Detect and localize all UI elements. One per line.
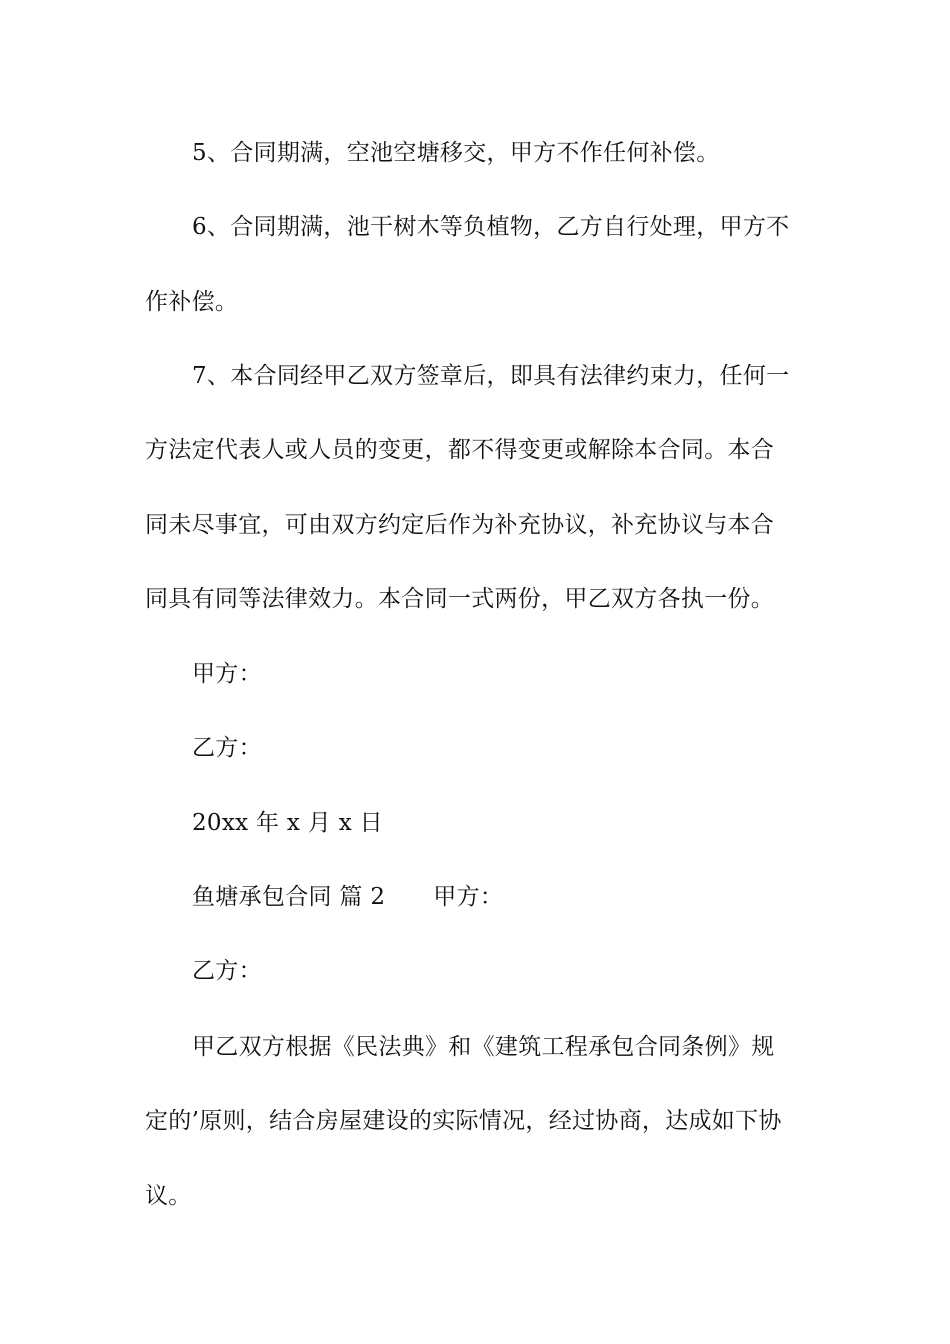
clause-7-line-3: 同未尽事宜，可由双方约定后作为补充协议，补充协议与本合 (145, 512, 775, 538)
section-party-a-label: 甲方： (433, 884, 504, 910)
clause-7-line-4: 同具有同等法律效力。本合同一式两份，甲乙双方各执一份。 (145, 586, 775, 612)
agreement-intro-line-1: 甲乙双方根据《民法典》和《建筑工程承包合同条例》规 (192, 1034, 775, 1060)
agreement-intro-line-3: 议。 (145, 1183, 192, 1209)
date-line: 20xx 年 x 月 x 日 (192, 810, 383, 836)
party-a-label: 甲方： (192, 661, 262, 687)
section-title: 鱼塘承包合同 篇 2 (192, 884, 386, 910)
clause-6-line-2: 作补偿。 (145, 289, 239, 315)
section-heading (192, 882, 810, 912)
section-party-b-label: 乙方： (192, 958, 262, 984)
clause-6-line-1: 6、合同期满，池干树木等负植物，乙方自行处理，甲方不 (192, 214, 790, 240)
clause-7-line-1: 7、本合同经甲乙双方签章后，即具有法律约束力，任何一 (192, 363, 790, 389)
agreement-intro-line-2: 定的’原则，结合房屋建设的实际情况，经过协商，达成如下协 (145, 1108, 782, 1134)
party-b-label: 乙方： (192, 735, 262, 761)
clause-5: 5、合同期满，空池空塘移交，甲方不作任何补偿。 (192, 140, 720, 166)
clause-7-line-2: 方法定代表人或人员的变更，都不得变更或解除本合同。本合 (145, 437, 775, 463)
